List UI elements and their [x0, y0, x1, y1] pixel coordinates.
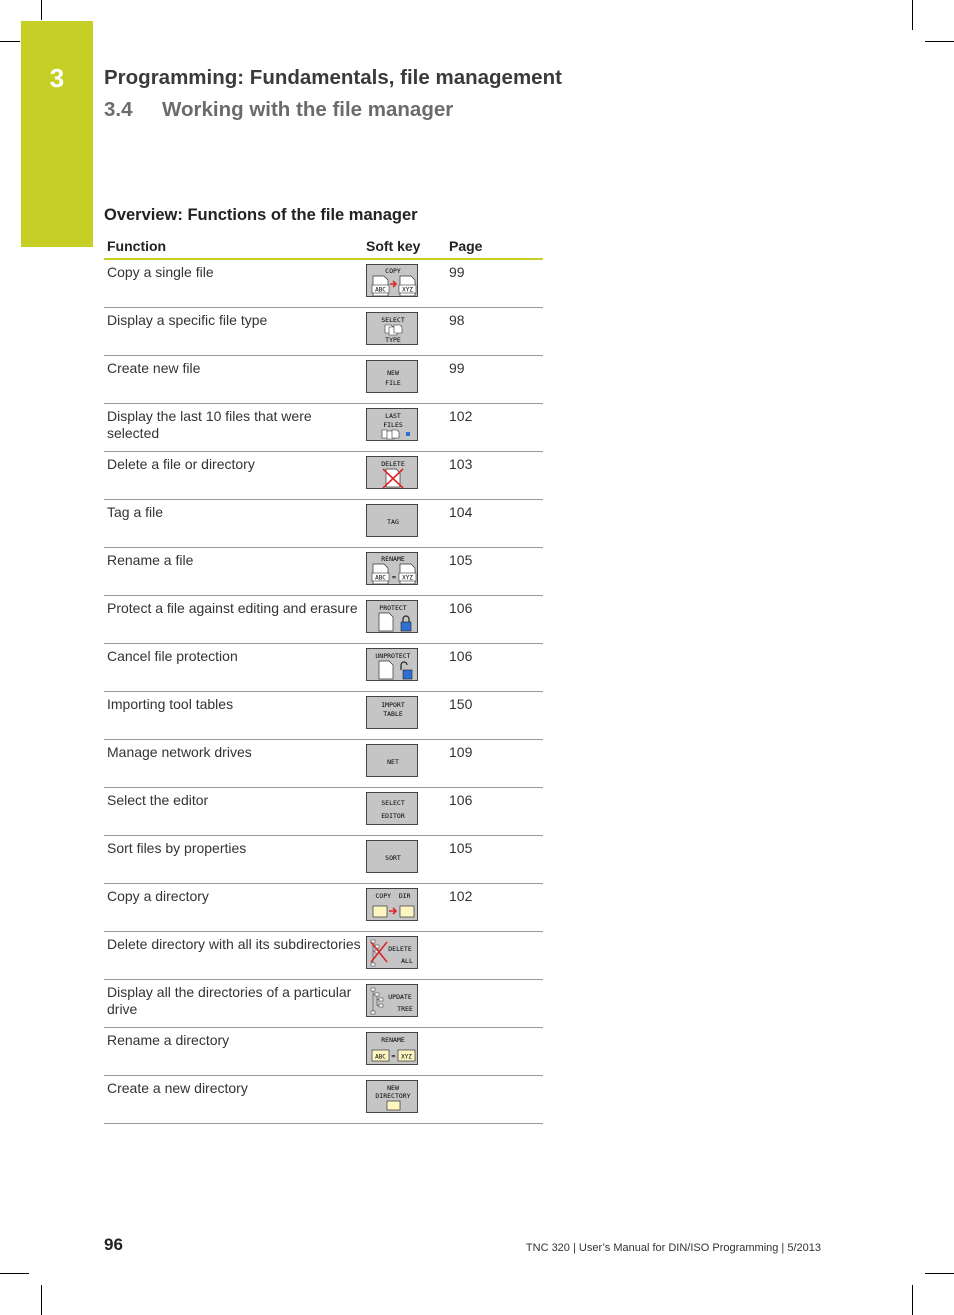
table-row — [104, 932, 543, 980]
svg-text:SORT: SORT — [385, 854, 401, 862]
chapter-tab — [21, 21, 93, 247]
copy-file-icon — [367, 265, 418, 297]
table-row — [104, 740, 543, 788]
softkey-cell — [363, 836, 446, 884]
copy-directory-icon — [367, 889, 418, 921]
softkey-cell — [363, 980, 446, 1028]
last-files-icon — [367, 409, 418, 441]
table-row — [104, 259, 543, 308]
section-title: Working with the file manager — [162, 98, 454, 121]
page-cell: 98 — [446, 308, 543, 356]
sort-softkey[interactable] — [366, 840, 418, 873]
sort-icon — [367, 841, 418, 873]
function-cell: Rename a directory — [104, 1028, 363, 1076]
network-icon — [367, 745, 418, 777]
page-cell: 102 — [446, 884, 543, 932]
function-cell: Display a specific file type — [104, 308, 363, 356]
table-row — [104, 980, 543, 1028]
function-cell: Protect a file against editing and erasure — [104, 596, 363, 644]
net-softkey[interactable] — [366, 744, 418, 777]
page-cell: 106 — [446, 644, 543, 692]
svg-text:SELECT: SELECT — [381, 799, 405, 807]
table-row — [104, 404, 543, 452]
svg-text:ABC: ABC — [375, 286, 386, 294]
new-file-softkey[interactable] — [366, 360, 418, 393]
svg-text:COPY: COPY — [385, 267, 401, 275]
svg-text:PROTECT: PROTECT — [379, 604, 407, 612]
page-cell: 104 — [446, 500, 543, 548]
chapter-number: 3 — [49, 63, 65, 93]
function-cell: Select the editor — [104, 788, 363, 836]
svg-text:TYPE: TYPE — [385, 336, 401, 344]
svg-text:UNPROTECT: UNPROTECT — [375, 652, 411, 660]
page-cell — [446, 1028, 543, 1076]
footer-text: TNC 320 | User’s Manual for DIN/ISO Programming | 5/2013 — [525, 1242, 821, 1254]
rename-directory-softkey[interactable] — [366, 1032, 418, 1065]
softkey-cell — [363, 932, 446, 980]
softkey-cell — [363, 404, 446, 452]
softkey-cell — [363, 356, 446, 404]
svg-text:RENAME: RENAME — [381, 1036, 405, 1044]
function-cell: Cancel file protection — [104, 644, 363, 692]
function-cell: Copy a single file — [104, 259, 363, 308]
page-cell: 109 — [446, 740, 543, 788]
rename-file-softkey[interactable] — [366, 552, 418, 585]
chapter-title: Programming: Fundamentals, file management — [104, 66, 562, 89]
lock-icon — [367, 601, 418, 633]
function-cell: Rename a file — [104, 548, 363, 596]
overview-title: Overview: Functions of the file manager — [104, 206, 418, 224]
crop-mark — [0, 41, 20, 42]
file-manager-functions-table — [104, 234, 543, 1124]
svg-text:ABC: ABC — [375, 574, 386, 582]
softkey-cell — [363, 259, 446, 308]
svg-text:DELETE: DELETE — [381, 460, 405, 468]
function-cell: Display the last 10 files that were selected — [104, 404, 363, 452]
page-cell: 106 — [446, 788, 543, 836]
rename-directory-icon — [367, 1033, 418, 1065]
copy-file-softkey[interactable] — [366, 264, 418, 297]
function-cell: Tag a file — [104, 500, 363, 548]
page-cell — [446, 1076, 543, 1124]
table-row — [104, 596, 543, 644]
header-function: Function — [104, 234, 363, 259]
page-cell: 105 — [446, 548, 543, 596]
function-cell: Delete directory with all its subdirectories — [104, 932, 363, 980]
softkey-cell — [363, 692, 446, 740]
softkey-cell — [363, 740, 446, 788]
page-cell — [446, 932, 543, 980]
page-number: 96 — [104, 1235, 123, 1254]
crop-mark — [41, 0, 42, 20]
svg-text:FILE: FILE — [385, 379, 401, 387]
svg-text:=: = — [391, 573, 397, 582]
page-cell: 150 — [446, 692, 543, 740]
rename-file-icon — [367, 553, 418, 585]
section-heading — [104, 98, 453, 122]
new-directory-softkey[interactable] — [366, 1080, 418, 1113]
table-row — [104, 884, 543, 932]
svg-text:DELETE: DELETE — [388, 945, 412, 953]
delete-softkey[interactable] — [366, 456, 418, 489]
softkey-cell — [363, 596, 446, 644]
function-cell: Sort files by properties — [104, 836, 363, 884]
new-directory-icon — [367, 1081, 418, 1113]
update-tree-icon — [367, 985, 418, 1017]
select-type-icon — [367, 313, 418, 345]
softkey-cell — [363, 308, 446, 356]
section-number: 3.4 — [104, 98, 133, 121]
select-type-softkey[interactable] — [366, 312, 418, 345]
softkey-cell — [363, 884, 446, 932]
crop-mark — [925, 1273, 954, 1274]
function-cell: Create a new directory — [104, 1076, 363, 1124]
crop-mark — [912, 1285, 913, 1315]
delete-file-icon — [367, 457, 418, 489]
unprotect-softkey[interactable] — [366, 648, 418, 681]
svg-text:LAST: LAST — [385, 412, 401, 420]
page-cell: 99 — [446, 259, 543, 308]
function-cell: Create new file — [104, 356, 363, 404]
function-cell: Copy a directory — [104, 884, 363, 932]
svg-text:UPDATE: UPDATE — [388, 993, 412, 1001]
page-cell: 103 — [446, 452, 543, 500]
svg-text:RENAME: RENAME — [381, 555, 405, 563]
select-editor-softkey[interactable] — [366, 792, 418, 825]
svg-text:DIRECTORY: DIRECTORY — [375, 1092, 411, 1100]
function-cell: Display all the directories of a particular drive — [104, 980, 363, 1028]
svg-text:TABLE: TABLE — [383, 710, 403, 718]
page-cell — [446, 980, 543, 1028]
unlock-icon — [367, 649, 418, 681]
function-cell: Importing tool tables — [104, 692, 363, 740]
svg-text:XYZ: XYZ — [402, 574, 413, 582]
page-cell: 105 — [446, 836, 543, 884]
page-cell: 106 — [446, 596, 543, 644]
svg-text:XYZ: XYZ — [402, 286, 413, 294]
table-row — [104, 548, 543, 596]
header-softkey: Soft key — [363, 234, 446, 259]
svg-text:TAG: TAG — [387, 518, 399, 526]
table-row — [104, 788, 543, 836]
svg-text:FILES: FILES — [383, 421, 403, 429]
crop-mark — [925, 41, 954, 42]
crop-mark — [912, 0, 913, 30]
function-cell: Delete a file or directory — [104, 452, 363, 500]
table-row — [104, 308, 543, 356]
svg-text:NEW: NEW — [387, 369, 399, 377]
svg-text:SELECT: SELECT — [381, 316, 405, 324]
svg-text:ABC: ABC — [375, 1053, 386, 1061]
page-cell: 102 — [446, 404, 543, 452]
svg-text:COPY DIR: COPY DIR — [375, 892, 411, 900]
svg-text:IMPORT: IMPORT — [381, 701, 405, 709]
copy-dir-softkey[interactable] — [366, 888, 418, 921]
import-table-softkey[interactable] — [366, 696, 418, 729]
table-row — [104, 500, 543, 548]
svg-text:=: = — [391, 1052, 396, 1061]
svg-text:NEW: NEW — [387, 1084, 399, 1092]
tag-label-icon — [367, 505, 418, 537]
svg-text:ALL: ALL — [401, 957, 413, 965]
svg-text:TREE: TREE — [397, 1005, 413, 1013]
svg-text:NET: NET — [387, 758, 399, 766]
table-row — [104, 644, 543, 692]
softkey-cell — [363, 644, 446, 692]
function-cell: Manage network drives — [104, 740, 363, 788]
last-files-softkey[interactable] — [366, 408, 418, 441]
crop-mark — [41, 1285, 42, 1315]
tag-softkey[interactable] — [366, 504, 418, 537]
header-page: Page — [446, 234, 543, 259]
import-table-icon — [367, 697, 418, 729]
delete-directory-tree-icon — [367, 937, 418, 969]
update-tree-softkey[interactable] — [366, 984, 418, 1017]
delete-all-softkey[interactable] — [366, 936, 418, 969]
table-row — [104, 692, 543, 740]
softkey-cell — [363, 1076, 446, 1124]
softkey-cell — [363, 548, 446, 596]
new-file-icon — [367, 361, 418, 393]
softkey-cell — [363, 500, 446, 548]
table-row — [104, 452, 543, 500]
table-row — [104, 1028, 543, 1076]
svg-text:XYZ: XYZ — [401, 1053, 412, 1061]
svg-text:EDITOR: EDITOR — [381, 812, 405, 820]
crop-mark — [0, 1273, 29, 1274]
softkey-cell — [363, 788, 446, 836]
table-row — [104, 1076, 543, 1124]
page-cell: 99 — [446, 356, 543, 404]
table-row — [104, 356, 543, 404]
table-row — [104, 836, 543, 884]
softkey-cell — [363, 1028, 446, 1076]
select-editor-icon — [367, 793, 418, 825]
softkey-cell — [363, 452, 446, 500]
table-header-row — [104, 234, 543, 259]
protect-softkey[interactable] — [366, 600, 418, 633]
